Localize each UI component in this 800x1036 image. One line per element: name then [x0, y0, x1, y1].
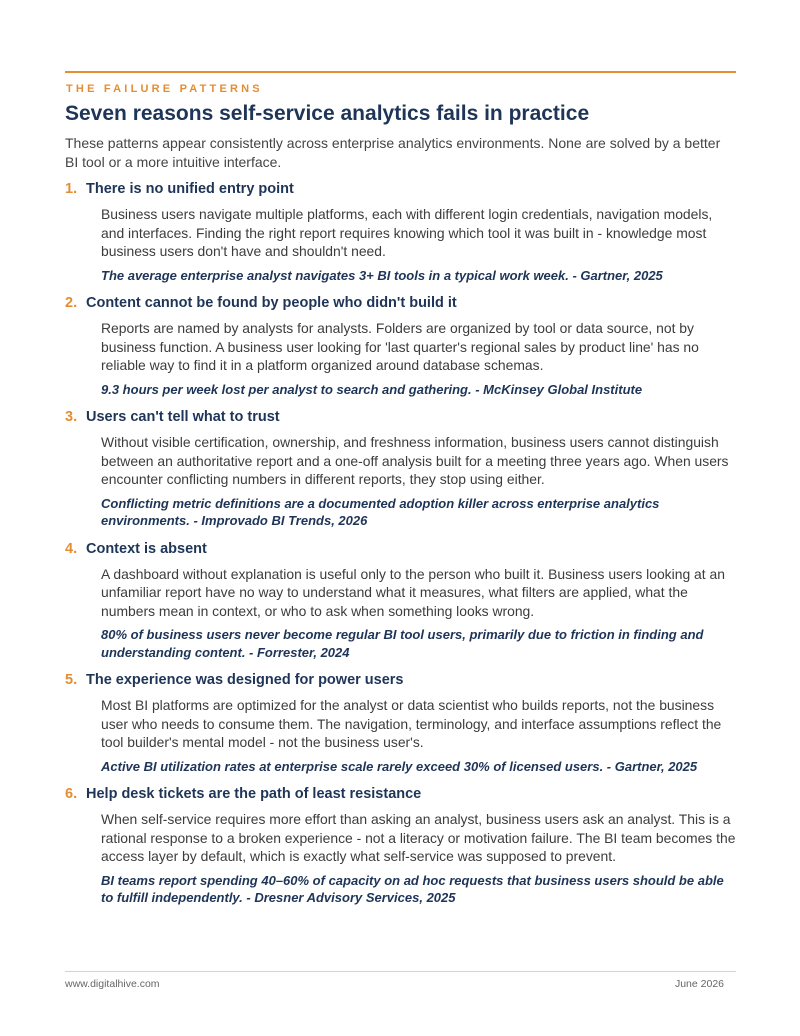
item-body: Reports are named by analysts for analysts. Folders are organized by tool or data source, not by business function. A business user looking for 'last quarter's regional sales by product line' has no reliable way to find it in a platform organized around database schemas.: [101, 320, 699, 373]
list-item: [65, 295, 736, 398]
footer-date: June 2026: [674, 978, 724, 990]
item-heading: [65, 295, 736, 315]
item-title: Users can't tell what to trust: [86, 409, 280, 425]
item-heading: [65, 181, 736, 201]
item-heading: [65, 786, 736, 806]
footer-divider: [65, 971, 736, 972]
item-body: Most BI platforms are optimized for the analyst or data scientist who builds reports, not the business user who needs to consume them. The navigation, terminology, and interface assumptions reflect the tool builder's mental model - not the business user's.: [101, 697, 722, 750]
item-number: 3.: [65, 409, 78, 425]
top-divider: [65, 71, 736, 73]
failure-pattern-list: [65, 181, 736, 918]
page-title: Seven reasons self-service analytics fails in practice: [65, 102, 590, 125]
item-title: There is no unified entry point: [86, 181, 294, 197]
item-heading: [65, 672, 736, 692]
list-item: [65, 409, 736, 530]
item-body: When self-service requires more effort than asking an analyst, business users ask an analyst. This is a rational response to a broken experience - not a literacy or motivation failure. The BI team becomes the access layer by default, which is exactly what self-service was supposed to prevent.: [101, 811, 736, 864]
list-item: [65, 672, 736, 775]
footer-website: www.digitalhive.com: [65, 978, 160, 990]
item-stat: 9.3 hours per week lost per analyst to search and gathering. - McKinsey Global Institute: [101, 381, 643, 397]
list-item: [65, 541, 736, 662]
list-item: [65, 181, 736, 284]
item-number: 4.: [65, 540, 78, 557]
item-title: Help desk tickets are the path of least resistance: [86, 786, 422, 802]
item-title: The experience was designed for power users: [86, 672, 404, 688]
item-title: Context is absent: [86, 540, 207, 557]
item-heading: [65, 409, 736, 429]
item-title: Content cannot be found by people who didn't build it: [86, 295, 457, 311]
intro-paragraph: These patterns appear consistently across enterprise analytics environments. None are solved by a better BI tool or a more intuitive interface.: [65, 135, 721, 170]
section-eyebrow: THE FAILURE PATTERNS: [66, 83, 263, 95]
item-stat: BI teams report spending 40–60% of capacity on ad hoc requests that business users should be able to fulfill independently. - Dresner Advisory Services, 2025: [101, 872, 724, 905]
item-number: 2.: [65, 295, 78, 311]
item-stat: The average enterprise analyst navigates 3+ BI tools in a typical work week. - Gartner, 2025: [101, 267, 663, 283]
list-item: [65, 786, 736, 907]
item-stat: Active BI utilization rates at enterprise scale rarely exceed 30% of licensed users. - Gartner, 2025: [101, 758, 698, 774]
item-body: Without visible certification, ownership, and freshness information, business users cannot distinguish between an authoritative report and a one-off analysis built for a meeting three years ago. When users encounter conflicting numbers in different reports, they stop using either.: [101, 434, 729, 487]
item-stat: 80% of business users never become regular BI tool users, primarily due to friction in finding and understanding content. - Forrester, 2024: [101, 627, 704, 660]
item-stat: Conflicting metric definitions are a documented adoption killer across enterprise analytics environments. - Improvado BI Trends, 2026: [101, 495, 660, 528]
item-heading: [65, 541, 736, 561]
item-body: Business users navigate multiple platforms, each with different login credentials, navigation models, and interfaces. Finding the right report requires knowing which tool it was built in - knowledge most business users don't have and shouldn't need.: [101, 206, 713, 259]
item-body: A dashboard without explanation is useful only to the person who built it. Business users looking at an unfamiliar report have no way to understand what it measures, what filters are applied, what the numbers mean in context, or who to ask when something looks wrong.: [101, 565, 725, 619]
item-number: 1.: [65, 181, 78, 197]
item-number: 6.: [65, 786, 78, 802]
item-number: 5.: [65, 672, 78, 688]
